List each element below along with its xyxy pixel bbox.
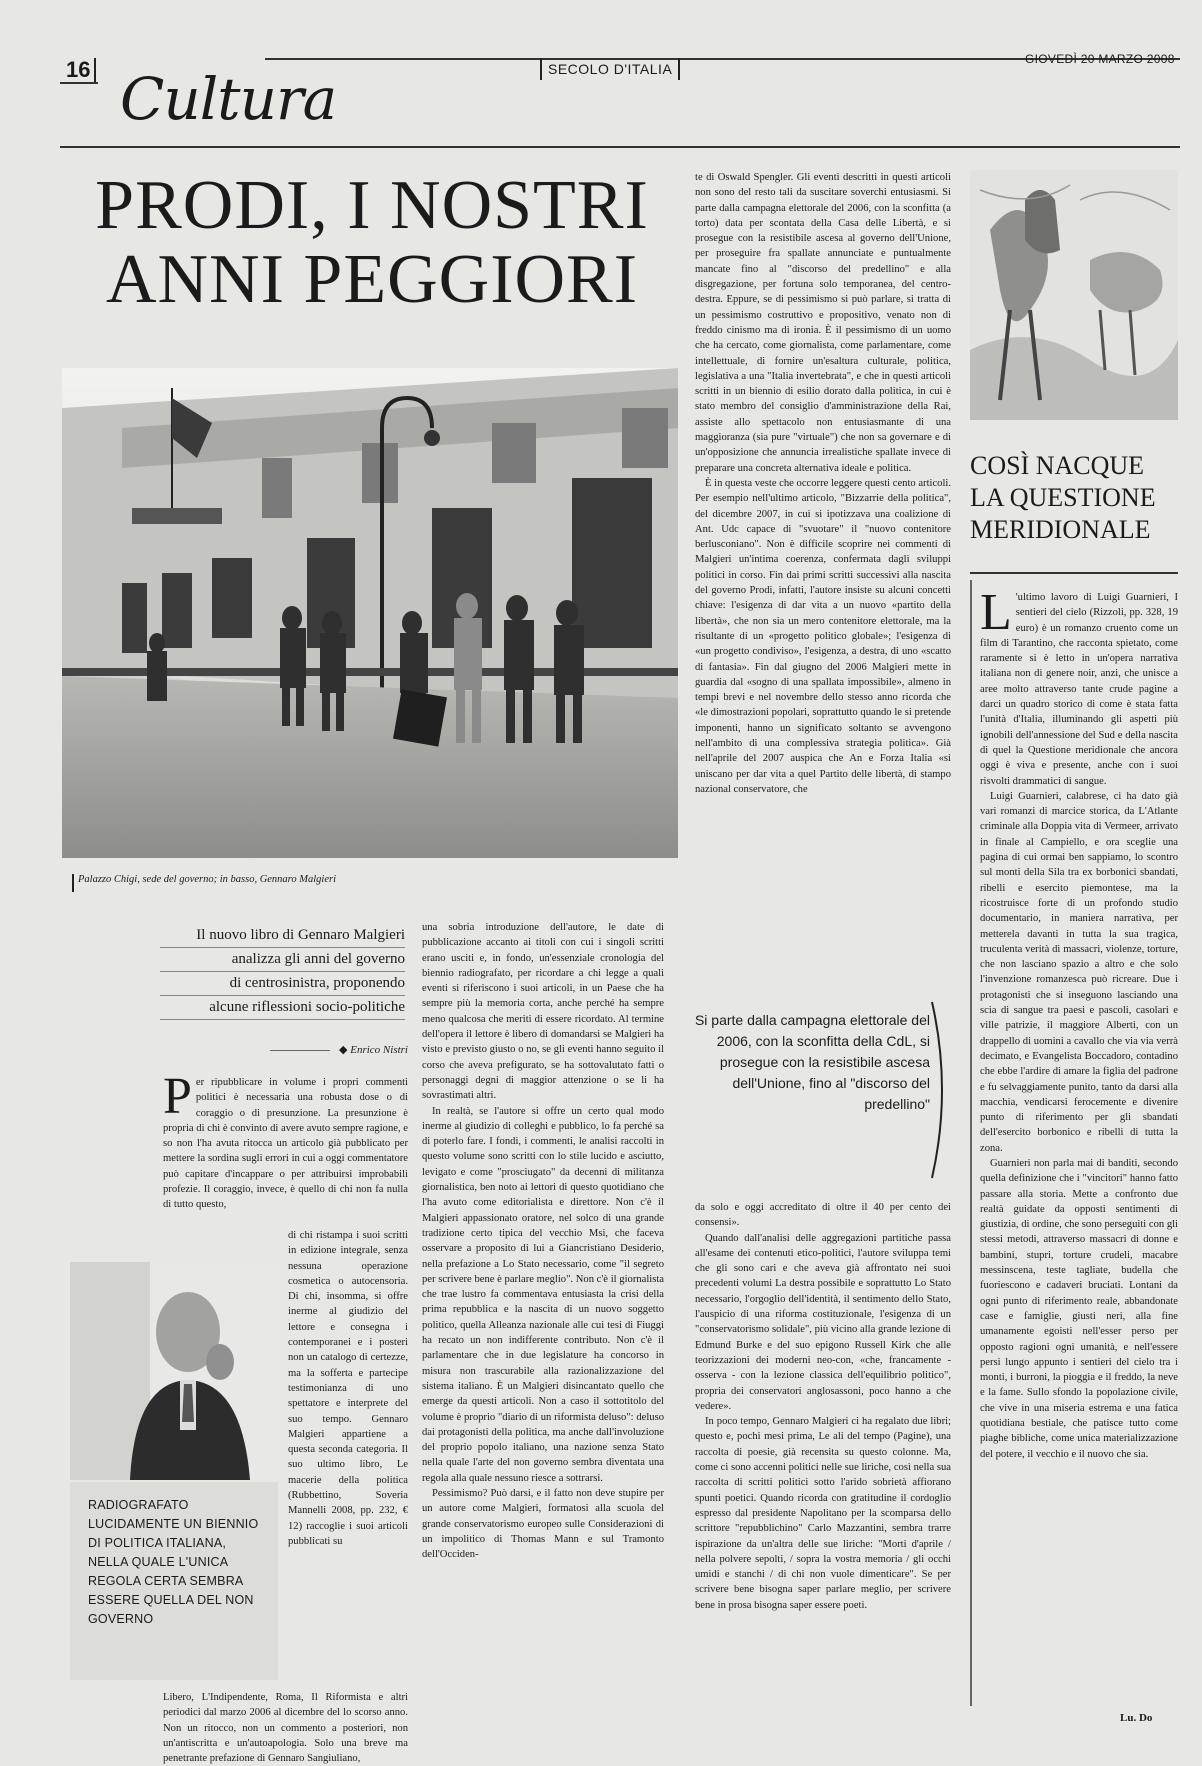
column-3-top: [695, 170, 951, 982]
sidebar-box: [70, 1482, 278, 1680]
masthead-rule-left: [60, 82, 98, 84]
column-3-para-2: È in questa veste che occorre leggere questi cento articoli. Per esempio nell'ultimo articolo, "Bizzarrie della politica", del dicembre 2007, in cui si ipotizzava una coalizione di Ant. Udc capace di "svuotare" il "nuovo contenitore berlusconiano". Non è difficile scoprire nei commenti di Malgieri un'intima coerenza, confermata dagli sviluppi politici in corso. Fin dai primi scritti successivi alla nascita del governo Prodi, infatti, l'autore insiste su alcuni concetti chiave: l'esigenza di dar vita a un nuovo «partito della libertà», che non sia un mero contenitore elettorale, ma la risultante di un «progetto politico globale»; l'esigenza di «un progetto condiviso», l'esigenza, a destra, di uno «scatto di fantasia». Fin dal giugno del 2006 Malgieri mette in guardia dal «sogno di una spallata impossibile», almeno in tempi brevi e nel novembre dello stesso anno ricorda che «le dimostrazioni popolari, soprattutto quando le si pretende imponenti, hanno un significato soltanto se avvengono nell'ambito di una complessiva strategia politica». Già nell'aprile del 2007 auspica che An e Forza Italia «si uniscano per dar vita a quel Partito delle libertà, di stampo nazional conservatore, che: [695, 477, 951, 795]
column-1-bottom-text: Libero, L'Indipendente, Roma, Il Riformista e altri periodici dal marzo 2006 al dicembre del lo scorso anno. Non un ritocco, non un commento a posteriori, non un'antiscritta e un'autoapologia. Solo una breve ma penetrante prefazione di Gennaro Sangiuliano,: [163, 1692, 408, 1765]
side-article-rule: [970, 572, 1178, 574]
side-headline-line-1: COSÌ NACQUE: [970, 451, 1145, 480]
side-headline: [970, 450, 1180, 546]
column-1-wrap-text: di chi ristampa i suoi scritti in edizione integrale, senza nessuna operazione cosmetica o autocensoria. Di chi, insomma, si offre inerme al giudizio del lettore e consegna i contemporanei e i posteri non un catalogo di certezze, ma la sofferta e partecipe testimonianza di uno spettatore e interprete del suo tempo. Gennaro Malgieri appartiene a questa seconda categoria. Il suo ultimo libro, Le macerie della politica (Rubbettino, Soveria Mannelli 2008, pp. 232, € 12) raccoglie i suoi articoli pubblicati su: [288, 1230, 408, 1547]
dropcap-p: P: [163, 1068, 192, 1125]
column-2: [422, 920, 664, 1750]
author: Enrico Nistri: [350, 1044, 408, 1056]
gennaro-malgieri-photo: [70, 1262, 278, 1480]
column-3-para-1: te di Oswald Spengler. Gli eventi descritti in questi articoli non sono del resto tali da suscitare soverchi entusiasmi. Si parte dalla campagna elettorale del 2006, con la sconfitta (a torto) data per scontata della Casa delle Libertà, e si prosegue con la resistibile ascesa al governo dell'Unione, per proseguire fra spallate annunciate e puntualmente mancate fino al "discorso del predellino" e alla disgregazione, per fortuna solo temporanea, del centro-destra. Eppure, se di pessimismo si può parlare, si tratta di un pessimismo costruttivo e propositivo, venato non di freddo cinismo ma di ironia. È il pessimismo di un uomo che ha cercato, come giornalista, come parlamentare, come intellettuale, di fornire un'esaltura culturale, politica, legislativa a una "Italia invertebrata", e che in questi articoli scritti in un biennio di esilio dorato dalla politica, in cui è stato membro del consiglio d'amministrazione della Rai, assiste allo spettacolo non entusiasmante di una maggioranza (sia pure "virtuale") che non sa governare e di un'opposizione che annuncia irrealistiche spallate invece di preparare una concreta alternativa ideale e politica.: [695, 172, 951, 474]
column-3-bottom: [695, 1200, 951, 1750]
side-headline-line-3: MERIDIONALE: [970, 515, 1151, 544]
column-2-para-3: Pessimismo? Può darsi, e il fatto non deve stupire per un autore come Malgieri, formatosi alla scuola del grande conservatorismo europeo sulle Considerazioni di un impolitico di Thomas Mann e sul Tramonto dell'Occiden-: [422, 1487, 664, 1561]
subhead-line-2: analizza gli anni del governo: [160, 948, 405, 972]
photo-caption: [78, 874, 478, 885]
byline: [270, 1043, 408, 1056]
side-para-2: Guarnieri non parla mai di banditi, secondo quella definizione che i "vincitori" hanno fatto passare alla storia. Mette a confronto due realtà guidate da opposti sentimenti di giustizia, di ordine, che sono perseguiti con gli stessi metodi, attraverso massacri di donne e bambini, stupri, torture crudeli, macabre messinscena, teste tagliate, budella che fuoriescono e cadaveri bruciati. Lontani da ogni punto di riferimento reale, abbandonate case e famiglie, giusti neri, alla fine umanamente egoisti nell'esser perso per opposto ragioni ogni umanità, e nell'essere persi lungo appunto i sentieri del cielo tra i monti, i burroni, la pioggia e il freddo, la neve e la fame. Sullo sfondo la popolazione civile, che vive in una miseria estrema e una fatica quotidiana bestiale, che patisce tutto come piaghe bibliche, come unica materializzazione del potere, il vecchio e il nuovo che sia.: [980, 1157, 1179, 1460]
column-1-lead: [163, 1068, 408, 1213]
subhead-line-3: di centrosinistra, proponendo: [160, 972, 405, 996]
masthead: [60, 44, 1180, 144]
column-1-bottom: [163, 1690, 408, 1765]
masthead-rule-bottom: [60, 146, 1180, 148]
page-number: 16: [66, 58, 96, 82]
section-title: Cultura: [120, 65, 337, 133]
side-headline-line-2: LA QUESTIONE: [970, 483, 1156, 512]
side-para-1: Luigi Guarnieri, calabrese, ci ha dato già vari romanzi di marcice storica, da L'Atlante criminale alla Doppia vita di Vermeer, arrivato in finale al Campiello, e ora sceglie una pagina di cui ormai ben sappiamo, lo scontro sul monti della Sila tra ex borbonici sbandati, ribelli e esercito piemontese, ma la ricostruisce forte di un profondo studio documentario, in maniera narrativa, per metterela davanti in tutta la sua tragica, truculenta verità di massacri, violenze, torture, che non lasciano spazio a altro e che solo l'invenzione romanzesca può ricreare. Due i protagonisti che si inseguono lasciando una scia di sangue tra paesi e pascoli, casolari e ville patrizie, il maggiore Alberti, con un drappello di uomini a cavallo che via via verrà decimato, e Evangelista Boccadoro, contadino che ebbe l'ardire di amare la figlia del padrone e fu selvaggiamente punito, tanto da darsi alla macchia, vendicarsi ferocemente e divenire punto di riferimento per gli sbandati dell'esercito borbonico e ribelli di tutta la zona.: [980, 790, 1178, 1154]
issue-date: GIOVEDÌ 20 MARZO 2008: [1025, 52, 1175, 66]
subhead-line-1: Il nuovo libro di Gennaro Malgieri: [160, 924, 405, 948]
side-article-illustration: [970, 170, 1178, 420]
side-dropcap-l: L: [980, 584, 1012, 641]
side-article-body: [980, 584, 1179, 1706]
byline-marker: ◆: [339, 1044, 351, 1056]
column-1-lead-text: er ripubblicare in volume i propri commenti politici è necessaria una robusta dose o di coraggio o di presunzione. La presunzione è propria di chi è convinto di avere avuto sempre ragione, e so non l'ha avuta ritocca un articolo già pubblicato per mettere la sordina sugli errori in cui a oggi commentatore può capitare d'incappare o per attribuirsi improbabili profezie. Il coraggio, invece, è quello di chi non fa nulla di tutto questo,: [163, 1077, 408, 1211]
headline-line-2: ANNI PEGGIORI: [105, 241, 639, 318]
column-3-para-4: Quando dall'analisi delle aggregazioni partitiche passa all'esame dei contenuti etico-politici, l'autore sviluppa temi che gli sono cari e che aveva già affrontato nei suoi precedenti volumi La destra possibile e soprattutto Lo Stato necessario, l'orgoglio dell'identità, il sentimento dello Stato, l'auspicio di una riforma costituzionale, l'esigenza di un "conservatorismo solidale", più vicino alla grande lezione di Edmund Burke e del suo epigono Russell Kirk che alle teorizzazioni dei moderni neo-con, «che, francamente - osserva - con la lezione classica dell'equilibrio politico", propria dei conservatori anglosassoni, poco hanno a che vedere».: [695, 1232, 951, 1412]
palazzo-chigi-photo: [62, 368, 678, 858]
subhead: [160, 924, 405, 1020]
side-lead-text: 'ultimo lavoro di Luigi Guarnieri, I sentieri del cielo (Rizzoli, pp. 328, 19 euro) è un romanzo cruento come un film di Tarantino, che racconta spietato, come raramente si è letto in un'opera narrativa italiana non di genere noir, anzi, che unisce a aree molto attraverso tante crude pagine a darci un quadro storico di come è stata fatta l'unità d'Italia, illuminando gli aspetti più ignobili dell'annessione del Sud e della nascita di quel la Questione meridionale che ancora oggi è viva e presente, anche con i suoi risvolti drammatici di sangue.: [980, 592, 1178, 787]
side-lead: [980, 584, 1178, 789]
palazzo-photo-illustration: [62, 368, 678, 858]
headline-line-1: PRODI, I NOSTRI: [95, 167, 649, 244]
column-3-para-5: In poco tempo, Gennaro Malgieri ci ha regalato due libri; questo e, pochi mesi prima, Le ali del tempo (Pagine), una raccolta di poesie, già recensita su questo colonne. Ma, come ci sono accenni politici nelle sue liriche, così nella sua raccolta di scritti politici sotto l'arido sobrietà affiorano spunti poetici. Quando ricorda con gratitudine il cordoglio espresso dal presidente Napolitano per la scomparsa dello scrittore "repubblichino" Carlo Mazzantini, sembra trarre ispirazione da un'altra delle sue liriche: "Morti d'aprile / nella polvere sepolti, / sopra la vostra memoria / gli occhi umidi e stanchi / di chi non vuole dimenticare". Se per scrivere bene bisogna saper parlare meglio, per scrivere bene in prosa bisogna saper essere poeti.: [695, 1416, 951, 1611]
sidebar-box-text: RADIOGRAFATO LUCIDAMENTE UN BIENNIO DI POLITICA ITALIANA, NELLA QUALE L'UNICA REGOLA CERTA SEMBRA ESSERE QUELLA DEL NON GOVERNO: [88, 1498, 259, 1626]
pull-quote-text: Si parte dalla campagna elettorale del 2006, con la sconfitta della CdL, si prosegue con la resistibile ascesa dell'Unione, fino al "discorso del predellino": [694, 1012, 930, 1112]
column-2-para-1: una sobria introduzione dell'autore, le date di pubblicazione accanto ai titoli con cui i singoli scritti erano usciti e, in fondo, un'essenziale cronologia del biennio radiografato, per ricordare a chi legge a quali eventi si riferiscono i suoi articoli, in un Paese che ha sempre più la memoria corta, anche perché ha sempre meno qualcosa che meriti di essere ricordato. Al termine dell'opera il lettore è libero di domandarsi se Malgieri ha visto e previsto giusto o no, se gli eventi hanno seguito il corso che aveva prefigurato, se ha sottovalutato fatti o personaggi degni di maggior attenzione o se li ha sovrastimati altri.: [422, 922, 664, 1102]
column-1-wrap: [288, 1228, 408, 1740]
side-signature: Lu. Do: [1120, 1712, 1153, 1724]
caption-text: Palazzo Chigi, sede del governo; in basso, Gennaro Malgieri: [78, 874, 337, 885]
column-3-para-3: da solo e oggi accreditato di oltre il 40 per cento dei consensi».: [695, 1202, 951, 1229]
subhead-line-4: alcune riflessioni socio-politiche: [160, 996, 405, 1020]
caption-bar: [72, 874, 74, 892]
main-headline: [82, 167, 662, 318]
byline-arrow: [270, 1050, 330, 1051]
newspaper-name: SECOLO D'ITALIA: [540, 58, 680, 80]
pull-quote: [690, 1010, 930, 1115]
column-2-para-2: In realtà, se l'autore si offre un certo qual modo inerme al giudizio di colleghi e pubblico, lo fa perché sa di poterlo fare. I fondi, i commenti, le analisi raccolti in questo volume sono scritti con lo stile lucido e asciutto, levigato e come "prosciugato" da decenni di militanza giornalistica, ben noto ai lettori di questo quotidiano che l'ha avuto come editorialista e direttore. Non c'è il Malgieri appassionato oratore, nel solco di una grande tradizione certo tipica del vecchio Msi, che faceva osservare a proposito di lui a Giancristiano Desiderio, nella prefazione a Lo Stato necessario, come "il segreto per scrivere bene è parlare meglio". Non c'è il giornalista che trae lustro fa commentava entusiasta la crisi della prima repubblica e la nascita di un nuovo soggetto politico, quella Alleanza nazionale alle cui tesi di Fiuggi ha recato un non indifferente contributo. Non c'è il parlamentare che in due legislature ha concorso in misura non trascurabile alla razionalizzazione del sistema italiano. È un Malgieri disincantato quello che emerge da questi articoli. Non a caso il sottotitolo del volume è proprio "diario di un riformista deluso": deluso dai protagonisti della politica, ma anche dall'involuzione del proprio popolo italiano, una nazione senza Stato nella quale l'arte del non governo sembra diventata una regola alla quale nessuno riesce a sottrarsi.: [422, 1105, 664, 1484]
side-article-vrule: [970, 580, 972, 1706]
pull-quote-bracket: [930, 1000, 954, 1180]
